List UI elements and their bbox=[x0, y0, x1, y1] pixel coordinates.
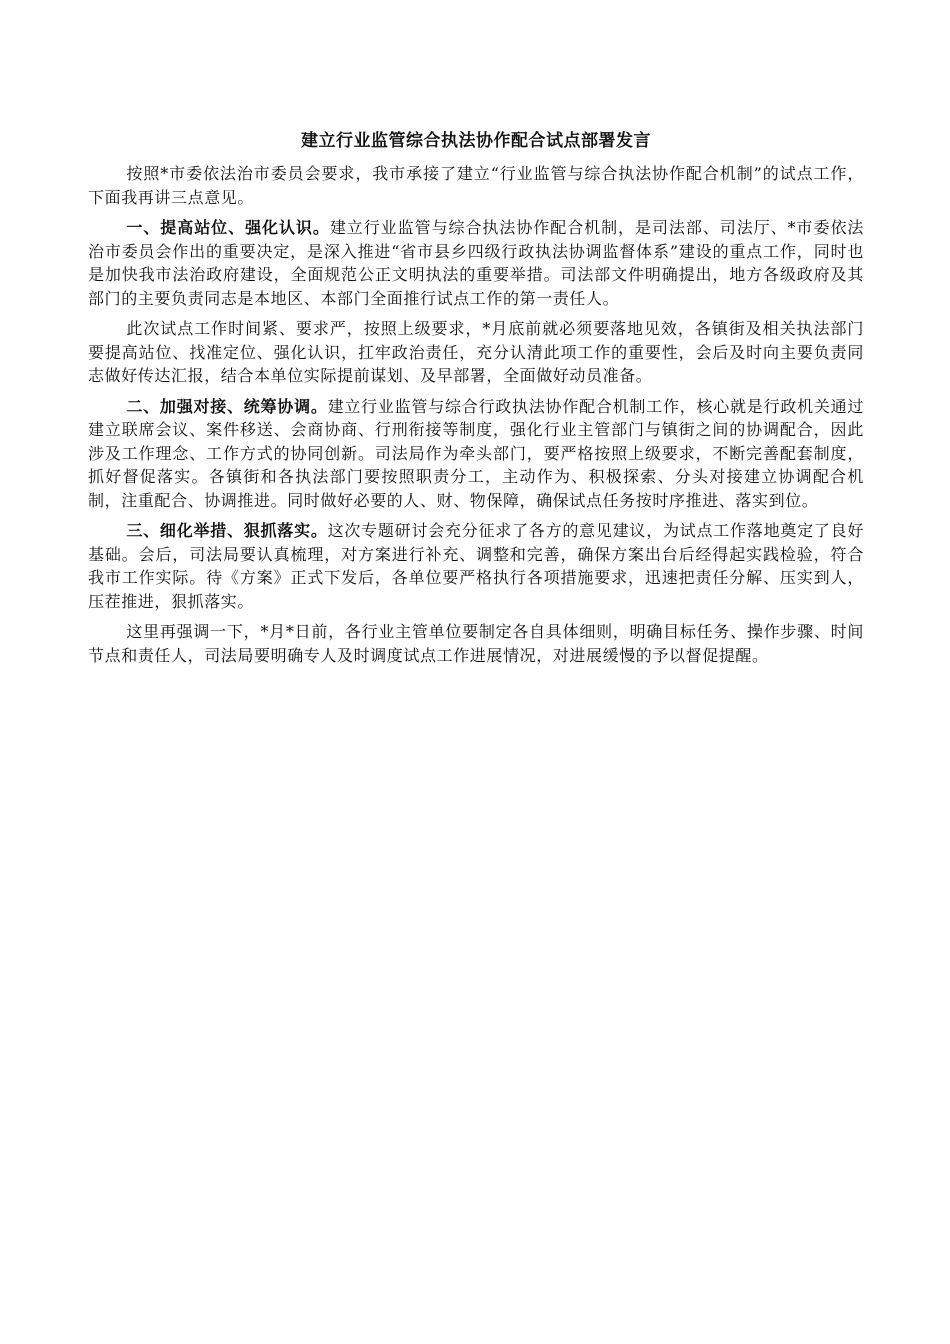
paragraph-text: 这里再强调一下，*月*日前，各行业主管单位要制定各自具体细则，明确目标任务、操作步骤、时间节点和责任人，司法局要明确专人及时调度试点工作进展情况，对进展缓慢的予以督促提醒。 bbox=[88, 622, 864, 665]
document-title: 建立行业监管综合执法协作配合试点部署发言 bbox=[301, 131, 651, 151]
paragraph-intro bbox=[88, 162, 864, 209]
paragraph-heading: 三、细化举措、狠抓落实。 bbox=[126, 521, 328, 540]
paragraph-point-one bbox=[88, 216, 864, 310]
paragraph-text: 这次专题研讨会充分征求了各方的意见建议，为试点工作落地奠定了良好基础。会后，司法局要认真梳理，对方案进行补充、调整和完善，确保方案出台后经得起实践检验，符合我市工作实际。待《方案》正式下发后，各单位要严格执行各项措施要求，迅速把责任分解、压实到人，压茬推进，狠抓落实。 bbox=[88, 521, 865, 611]
paragraph-text: 此次试点工作时间紧、要求严，按照上级要求，*月底前就必须要落地见效，各镇街及相关执法部门要提高站位、找准定位、强化认识，扛牢政治责任，充分认清此项工作的重要性，会后及时向主要负责同志做好传达汇报，结合本单位实际提前谋划、及早部署，全面做好动员准备。 bbox=[88, 319, 864, 385]
paragraph-text: 建立行业监管与综合行政执法协作配合机制工作，核心就是行政机关通过建立联席会议、案件移送、会商协商、行刑衔接等制度，强化行业主管部门与镇街之间的协调配合，因此涉及工作理念、工作方式的协同创新。司法局作为牵头部门，要严格按照上级要求，不断完善配套制度，抓好督促落实。各镇街和各执法部门要按照职责分工，主动作为、积极探索、分头对接建立协调配合机制，注重配合、协调推进。同时做好必要的人、财、物保障，确保试点任务按时序推进、落实到位。 bbox=[88, 396, 865, 510]
paragraph-heading: 二、加强对接、统筹协调。 bbox=[126, 396, 328, 416]
paragraph-text: 建立行业监管与综合执法协作配合机制，是司法部、司法厅、*市委依法治市委员会作出的重要决定，是深入推进“省市县乡四级行政执法协调监督体系”建设的重点工作，同时也是加快我市法治政府建设，全面规范公正文明执法的重要举措。司法部文件明确提出，地方各级政府及其部门的主要负责同志是本地区、本部门全面推行试点工作的第一责任人。 bbox=[88, 218, 865, 308]
paragraph-point-three bbox=[88, 519, 864, 613]
paragraph-text: 按照*市委依法治市委员会要求，我市承接了建立“行业监管与综合执法协作配合机制”的试点工作，下面我再讲三点意见。 bbox=[88, 164, 864, 207]
paragraph-point-one-detail bbox=[88, 317, 864, 388]
document-page bbox=[88, 126, 864, 674]
paragraph-heading: 一、提高站位、强化认识。 bbox=[126, 218, 330, 237]
paragraph-closing bbox=[88, 620, 864, 667]
paragraph-point-two bbox=[88, 395, 864, 513]
